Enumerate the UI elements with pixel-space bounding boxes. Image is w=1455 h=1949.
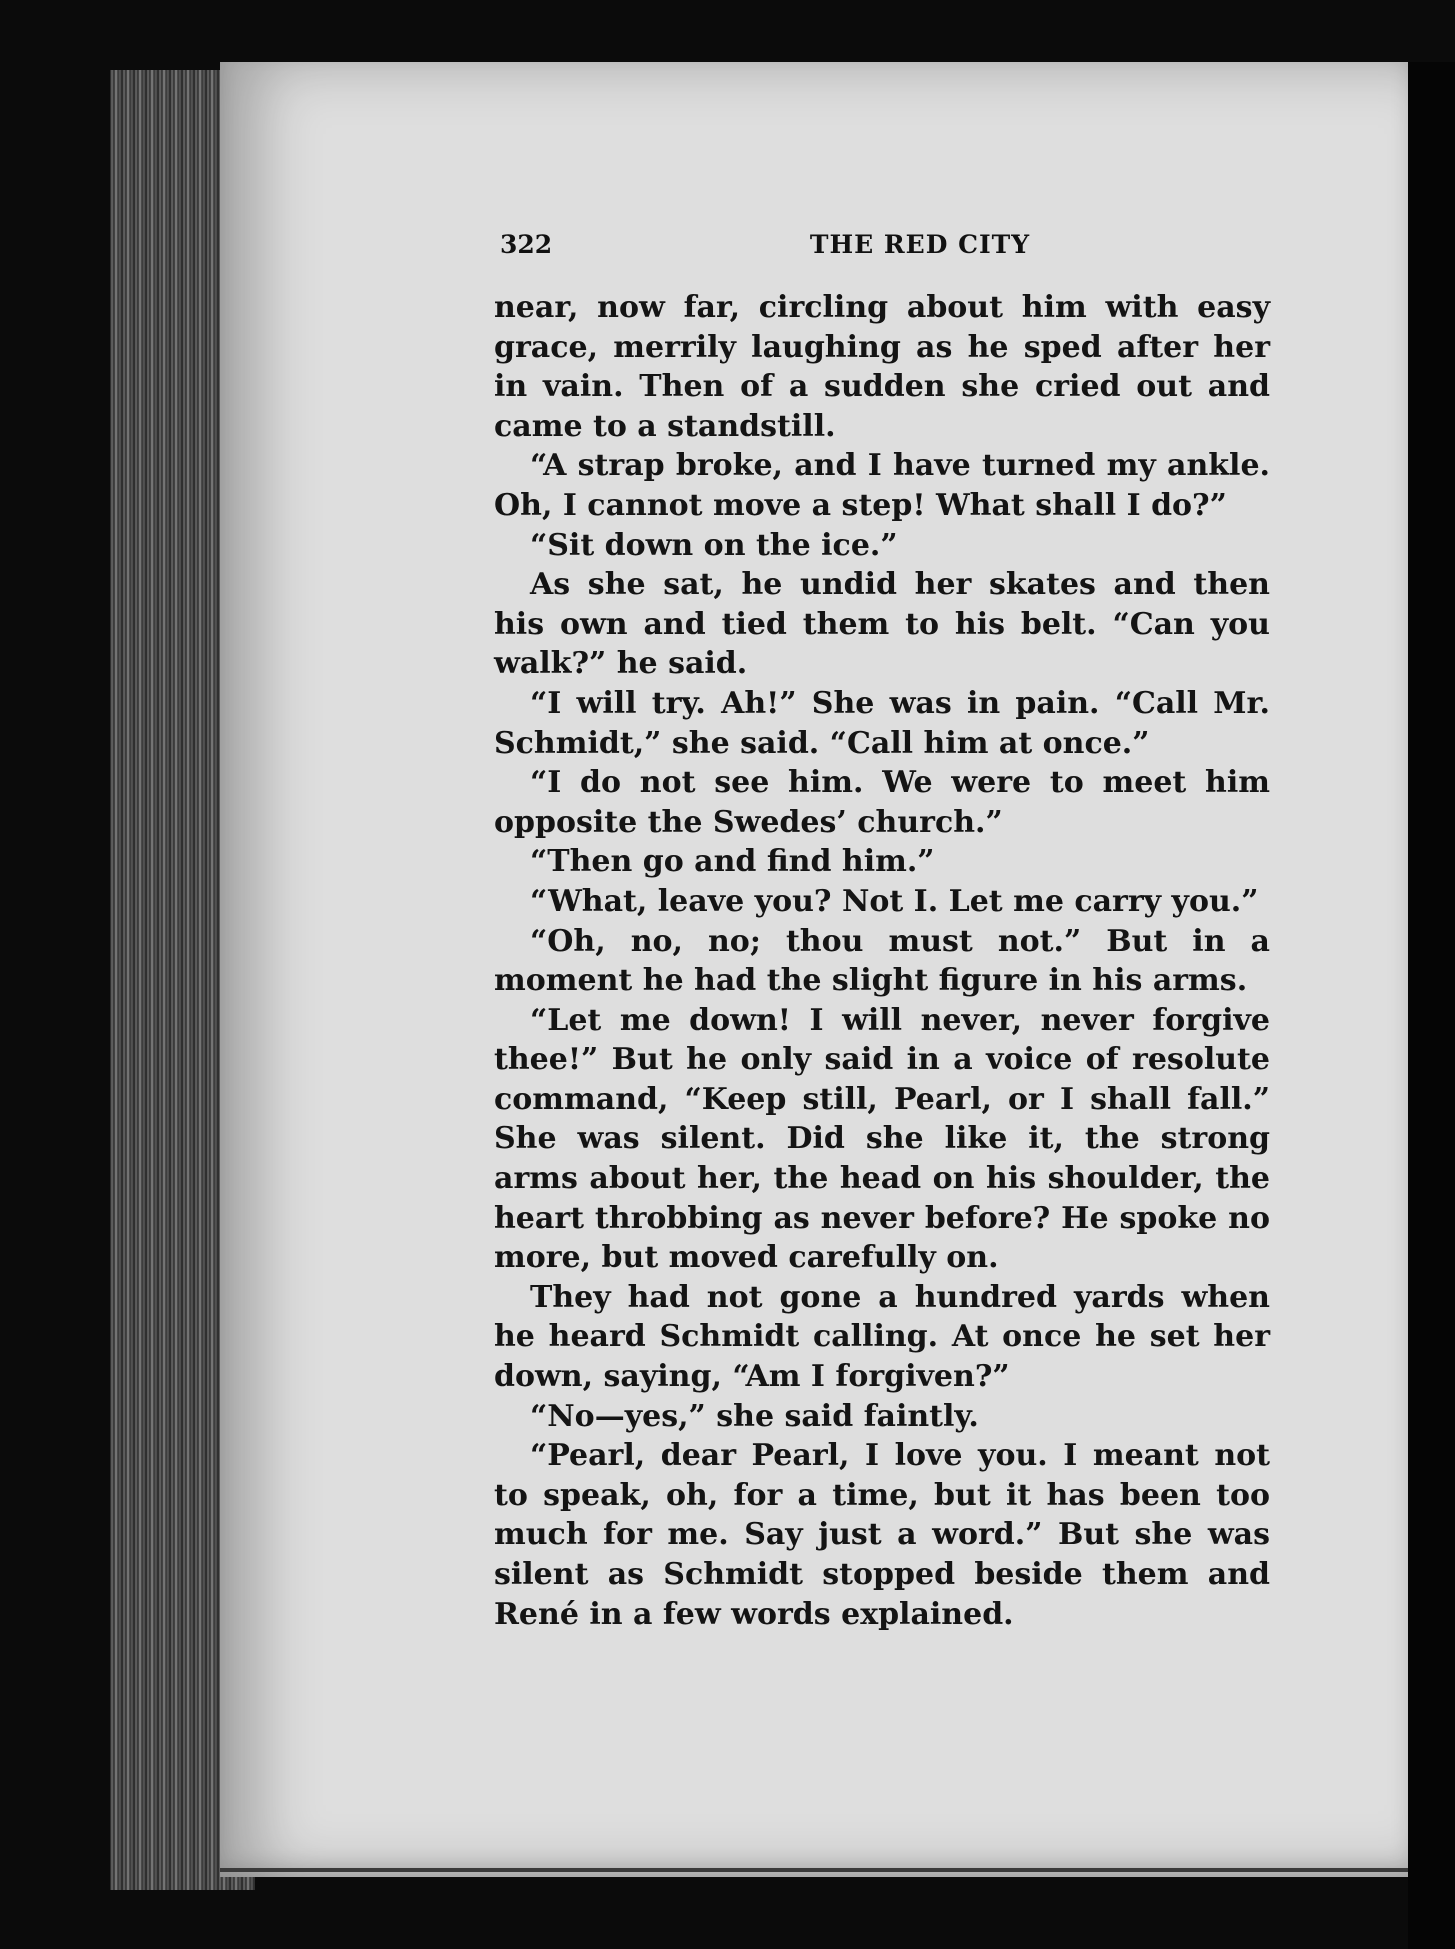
paragraph: “Oh, no, no; thou must not.” But in a moment he had the slight figure in his arms.: [494, 923, 1270, 999]
page-number: 322: [500, 230, 553, 259]
paragraph: “Pearl, dear Pearl, I love you. I meant not to speak, oh, for a time, but it has been too much for me. Say just a word.” But she was silent as Schmidt stopped beside them and René in a few words explained.: [494, 1438, 1270, 1632]
paragraph: “Sit down on the ice.”: [530, 527, 898, 563]
paragraph: As she sat, he undid her skates and then his own and tied them to his belt. “Can you walk?” he said.: [494, 567, 1270, 682]
paragraph: “I do not see him. We were to meet him opposite the Swedes’ church.”: [494, 765, 1270, 840]
paragraph: “No—yes,” she said faintly.: [530, 1398, 979, 1434]
body-text: [494, 288, 1270, 1634]
paragraph-continued: near, now far, circling about him with easy grace, merrily laughing as he sped after her in vain. Then of a sudden she cried out and came to a standstill.: [494, 290, 1270, 444]
paragraph: “Let me down! I will never, never forgive thee!” But he only said in a voice of resolute command, “Keep still, Pearl, or I shall fall.” She was silent. Did she like it, the strong arms about her, the head on his shoulder, the heart throbbing as never before? He spoke no more, but moved carefully on.: [494, 1002, 1270, 1276]
running-head: [500, 230, 1270, 270]
paragraph: “I will try. Ah!” She was in pain. “Call Mr. Schmidt,” she said. “Call him at once.”: [494, 685, 1270, 761]
paragraph: “Then go and find him.”: [530, 844, 935, 880]
paragraph: They had not gone a hundred yards when he heard Schmidt calling. At once he set her down, saying, “Am I forgiven?”: [494, 1279, 1270, 1395]
paragraph: “What, leave you? Not I. Let me carry you.”: [530, 883, 1259, 919]
page-bottom-edge: [220, 1868, 1410, 1872]
right-gutter-shadow: [1408, 62, 1455, 1949]
paragraph: “A strap broke, and I have turned my ankle. Oh, I cannot move a step! What shall I do?”: [494, 448, 1270, 523]
book-title: THE RED CITY: [809, 230, 1031, 259]
